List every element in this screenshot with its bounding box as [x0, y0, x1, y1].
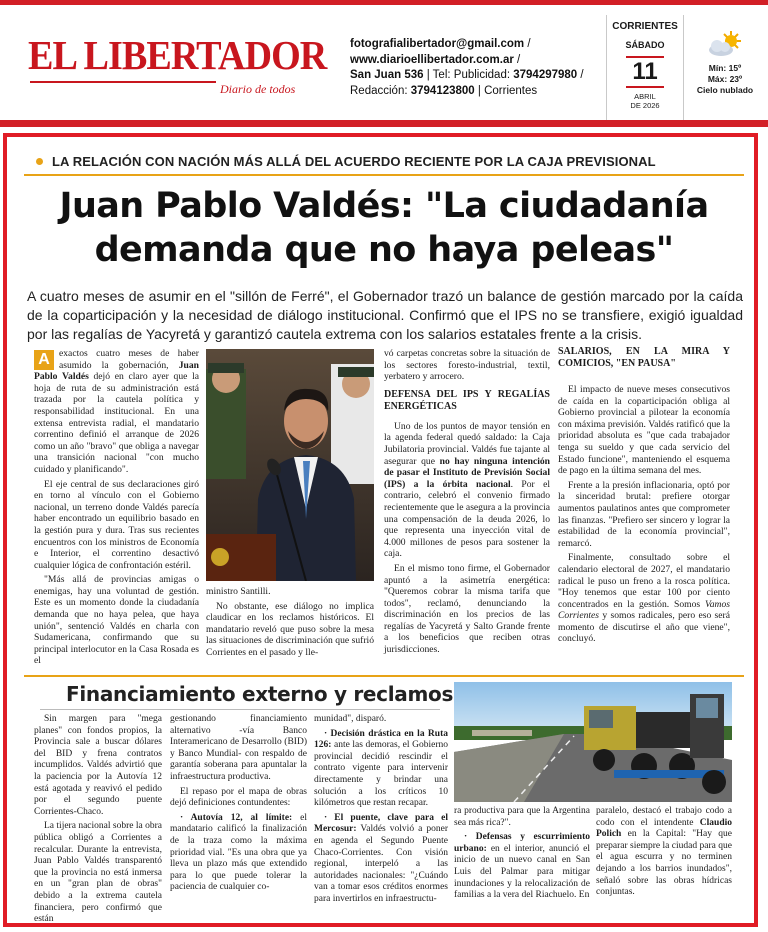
c3-p2c: . Por el contrario, celebró el convenio firmado recientemente que le asegura a la provincia una compensación de la deuda 2026, lo que representa una inyección vital de 4.000 millones de pesos para sostener la caja.	[384, 478, 550, 560]
date-city: CORRIENTES	[612, 21, 678, 32]
governor-photo-image	[206, 349, 374, 581]
s5-p1b: Claudio Polich	[596, 817, 732, 840]
s3-b2b: Valdés volvió a poner en agenda el Segundo Puente Chaco-Corrientes. Con visión regional, interpeló a las autoridades nacionales: "¿Cuándo van a tomar esos créditos enormes para invertirlos en infraestructu-	[314, 824, 448, 904]
c1-p1c: dejó en claro ayer que la hoja de ruta de su administración está trazada por la cautela política y responsabilidad institucional. En una extensa entrevista radial, el mandatario correntino definió el arranque de 2026 como un año "bravo" que obliga a navegar una transición nacional "con mucho cuidado y planificando".	[34, 371, 199, 475]
section-title: Financiamiento externo y reclamos	[66, 682, 454, 706]
section2-column-1	[34, 714, 162, 929]
date-day: 11	[626, 56, 664, 88]
headline-line-1: Juan Pablo Valdés: "La ciudadanía	[59, 186, 709, 226]
newspaper-logo[interactable]: EL LIBERTADOR	[28, 32, 327, 78]
advert-label: | Tel: Publicidad:	[423, 69, 514, 81]
c3-p1: vó carpetas concretas sobre la situación de los sectores foresto-industrial, textil, yerbatero y arrocero.	[384, 348, 550, 383]
c1-p3: "Más allá de provincias amigas o enemigas, hay una voluntad de gestión. Este es un momento donde la ciudadanía demanda que no haya pelea, que haya unión", sentenció Valdés en charla con Sudamericana, confirmando que su principal interlocutor en la Casa Rosada es el	[34, 574, 199, 667]
article-column-1	[34, 348, 199, 670]
section-title-underline	[40, 709, 440, 710]
drop-cap: A	[34, 350, 54, 370]
sun-behind-cloud-icon	[705, 29, 745, 59]
c2-p1: ministro Santilli.	[206, 586, 271, 597]
road-photo[interactable]	[454, 682, 732, 802]
c1-p1b: Juan Pablo Valdés	[34, 359, 199, 383]
article-column-3	[384, 348, 550, 659]
s2-b1b: el mandatario calificó la finalización de la traza como la máxima prioridad vial. "Es una obra que ya lleva un plazo más que extendido para lo que puede tolerar la paciencia de cualquier co-	[170, 812, 308, 893]
s2-b1a: · Autovía 12, al límite:	[180, 812, 293, 823]
c4-p3c: y somos radicales, pero eso será momento de discutirse el año que viene", concluyó.	[558, 610, 730, 645]
c1-p2: El eje central de sus declaraciones giró en torno al vínculo con el Gobierno nacional, un terreno donde Valdés parecía haber encontrado un equilibrio basado en la gestión pura y dura. Tras sus recientes encuentros con los ministros de Economía e Interior, el correntino desactivó cualquier lógica de confrontación estéril.	[34, 478, 199, 571]
article-lead: A cuatro meses de asumir en el "sillón de Ferré", el Gobernador trazó un balance de gestión marcado por la caída de la coparticipación y la necesidad de diálogo institucional. Confirmó que el IPS no se transfiere, exigió igualdad por las regalías de Yacyretá y garantizó cautela extrema con los salarios estatales frente a la crisis.	[27, 288, 743, 342]
road-photo-image	[454, 682, 732, 802]
s1-p2: La tijera nacional sobre la obra pública obligó a Corrientes a recalcular. Durante la entrevista, Juan Pablo Valdés transparentó que la provincia no está inmersa en un "gran plan de obras" debido a la extrema cautela financiera, pero confirmó que están	[34, 821, 162, 925]
governor-photo[interactable]	[206, 349, 374, 581]
masthead	[0, 5, 768, 120]
s3-b1b: ante las demoras, el Gobierno provincial decidió rescindir el contrato vigente para intervenir directamente y brindar una solución a los críticos 10 kilómetros que restan recapar.	[314, 740, 448, 809]
weather-max: Máx: 23º	[707, 74, 743, 84]
newsroom-label: Redacción:	[350, 84, 411, 97]
weather-box	[690, 29, 760, 96]
article-headline	[20, 184, 748, 272]
s3-p1: munidad", disparó.	[314, 714, 387, 724]
c2-p2: No obstante, ese diálogo no implica claudicar en los reclamos históricos. El mandatario reveló que puso sobre la mesa las situaciones de discriminación que sufrió Corrientes en el pasado y lle-	[206, 600, 374, 658]
tagline: Diario de todos	[220, 82, 296, 96]
advert-phone: 3794297980	[513, 69, 578, 81]
kicker-text: LA RELACIÓN CON NACIÓN MÁS ALLÁ DEL ACUERDO RECIENTE POR LA CAJA PREVISIONAL	[52, 154, 656, 169]
section2-column-2	[170, 714, 307, 897]
section-rule	[24, 675, 744, 677]
headline-line-2: demanda que no haya peleas"	[94, 230, 674, 270]
kicker-rule	[24, 174, 744, 176]
masthead-red-bar	[0, 120, 768, 127]
article-column-4	[558, 346, 730, 648]
section2-column-3	[314, 714, 448, 909]
c3-p2a: Uno de los puntos de mayor tensión en la agenda federal quedó saldado: la Caja Jubilatoria provincial. Valdés fue tajante al asegurar que	[384, 420, 550, 467]
logo-underline	[30, 81, 216, 83]
date-month	[607, 92, 683, 110]
date-weekday: SÁBADO	[625, 40, 665, 50]
kicker-bullet-icon	[36, 158, 43, 165]
c3-p2b: no hay ninguna intención de pasar el Instituto de Previsión Social (IPS) a la órbita nacional	[384, 455, 550, 490]
date-year: DE 2026	[630, 101, 660, 110]
article-kicker	[36, 154, 656, 169]
c4-p3a: Finalmente, consultado sobre el calendario electoral de 2027, el mandatario radical le puso un freno a la rosca política. "Hoy tenemos que estar 100 por ciento concentrados en la gestión. Somos	[558, 552, 730, 610]
advert-sep: /	[577, 69, 584, 81]
c4-p3b: Vamos Corrientes	[558, 598, 730, 622]
c3-subtitle: DEFENSA DEL IPS Y REGALÍAS ENERGÉTICAS	[384, 388, 550, 412]
section2-column-5	[596, 806, 732, 902]
section2-column-4	[454, 806, 590, 905]
s4-p1: ra productiva para que la Argentina sea más rica?".	[454, 806, 590, 828]
c4-p2: Frente a la presión inflacionaria, optó por la sinceridad brutal: prefiere otorgar aumentos paulatinos antes que comprometer las finanzas. "Prefiero ser sincero y lograr la estabilidad de la economía provincial", remarcó.	[558, 479, 730, 549]
contact-info	[350, 37, 584, 99]
date-box	[606, 15, 684, 121]
date-month-name: ABRIL	[634, 92, 656, 101]
c4-p1: El impacto de nueve meses consecutivos de caída en la coparticipación obliga al Gobierno provincial a pilotear la economía con máxima previsión. Valdés ratificó que la prioridad absoluta es "que cada trabajador tenga su sueldo y que cada servicio del Estado funcione", manteniendo el esquema de pago en la última semana del mes.	[558, 384, 730, 477]
contact-web[interactable]: www.diarioellibertador.com.ar	[350, 53, 514, 66]
s3-b1a: · Decisión drástica en la Ruta 126:	[314, 728, 448, 751]
city-suffix: | Corrientes	[474, 84, 538, 97]
s4-b1a: · Defensas y escurrimiento urbano:	[454, 832, 590, 854]
contact-email[interactable]: fotografialibertador@gmail.com	[350, 38, 525, 50]
s3-b2a: · El puente, clave para el Mercosur:	[314, 812, 448, 835]
s1-p1: Sin margen para "mega planes" con fondos propios, la Provincia sale a buscar dólares del BID y frena contratos incumplidos. Valdés advirtió que la paciencia por la Autovía 12 está agotada y reavivó el pedido por el segundo puente Corrientes-Chaco.	[34, 714, 162, 817]
s2-p1: gestionando financiamiento alternativo -vía Banco Interamericano de Desarrollo (BID) y Banco Mundial- con respaldo de garantía soberana para apuntalar la infraestructura productiva.	[170, 714, 307, 782]
c3-p3: En el mismo tono firme, el Gobernador apuntó a la asimetría energética: "Queremos cobrar la misma tarifa que todos", reclamó, denunciando la discriminación en los precios de las regalías de Yacyretá y Salto Grande frente a los beneficios que reciben otras jurisdicciones.	[384, 562, 550, 656]
c4-subtitle: SALARIOS, EN LA MIRA Y COMICIOS, "EN PAUSA"	[558, 346, 730, 369]
article-column-2	[206, 586, 374, 662]
s2-p2: El repaso por el mapa de obras dejó definiciones contundentes:	[170, 786, 307, 809]
newsroom-phone: 3794123800	[410, 84, 475, 97]
weather-min: Mín: 15º	[708, 63, 742, 73]
c1-p1a: exactos cuatro meses de haber asumido la gobernación,	[59, 348, 199, 371]
web-sep: /	[513, 53, 521, 66]
s4-b1b: en el interior, anunció el inicio de un nuevo canal en San Luis del Palmar para mitigar inundaciones y la relocalización de familias a la vera del Riachuelo. En	[454, 843, 590, 901]
contact-address: San Juan 536	[350, 69, 424, 81]
weather-state: Cielo nublado	[696, 85, 754, 95]
s5-p1c: en la Capital: "Hay que preparar siempre la ciudad para que el agua escurra y no terminen dejando a los barrios inundados", señaló sobre las obras hídricas conjuntas.	[596, 829, 732, 898]
s5-p1a: paralelo, destacó el trabajo codo a codo con el intendente	[596, 806, 732, 828]
email-sep: /	[524, 38, 531, 50]
